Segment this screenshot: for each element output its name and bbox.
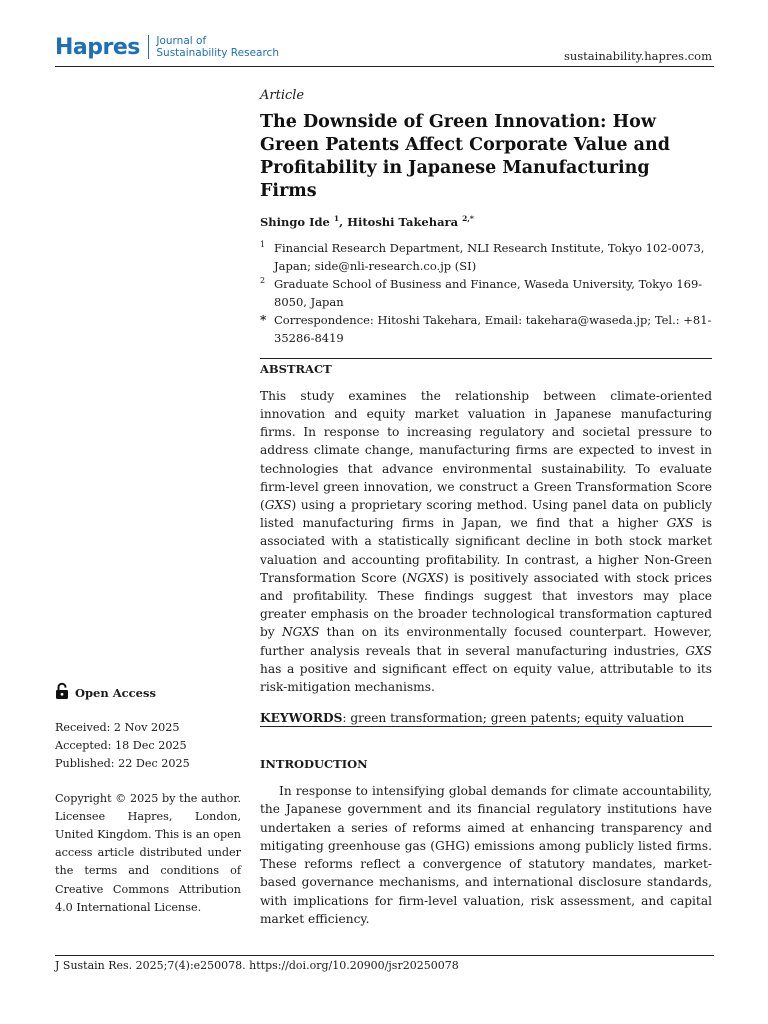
abstract-term-gxs: GXS	[666, 516, 694, 531]
page-header	[55, 30, 714, 67]
license-statement: Copyright © 2025 by the author. Licensee Hapres, London, United Kingdom. This is an open access article distributed under the terms and conditions of Creative Commons Attribution 4.0 International License.	[55, 791, 241, 914]
article-sidebar	[55, 684, 241, 917]
keywords-text: : green transformation; green patents; equity valuation	[342, 711, 685, 726]
open-access-badge[interactable]	[55, 684, 241, 702]
journal-name-line1: Journal of	[156, 35, 207, 47]
abstract-text	[260, 387, 712, 696]
citation-footer[interactable]: J Sustain Res. 2025;7(4):e250078. https://doi.org/10.20900/jsr20250078	[55, 955, 714, 972]
author-affil-mark: 2,*	[462, 214, 474, 223]
publisher-logo[interactable]	[55, 34, 279, 60]
abstract-term-ngxs: NGXS	[406, 570, 445, 585]
author-list	[260, 214, 712, 229]
correspondence-mark: *	[260, 312, 267, 327]
abstract-term-gxs: GXS	[264, 498, 292, 513]
correspondence-item	[260, 311, 712, 347]
logo-divider	[148, 35, 150, 59]
author-name: Hitoshi Takehara	[347, 214, 459, 229]
keywords	[260, 711, 712, 727]
accepted-date: Accepted: 18 Dec 2025	[55, 739, 187, 753]
abstract-term-ngxs: NGXS	[281, 625, 320, 640]
correspondence-text: Correspondence: Hitoshi Takehara, Email: takehara@waseda.jp; Tel.: +81-35286-8419	[274, 312, 712, 345]
received-date: Received: 2 Nov 2025	[55, 721, 180, 734]
abstract-segment: is associated with a statistically significant decline in both stock market valuation and accounting profitability. In contrast, a higher Non-Green Transformation Score (	[260, 516, 712, 585]
author-name: Shingo Ide	[260, 214, 330, 229]
publication-dates	[55, 719, 241, 774]
affiliation-item	[260, 239, 712, 275]
keywords-label: KEYWORDS	[260, 711, 343, 726]
affiliation-text: Financial Research Department, NLI Research Institute, Tokyo 102-0073, Japan; side@nli-research.co.jp (SI)	[274, 240, 705, 273]
journal-name	[156, 35, 279, 59]
affiliation-mark: 2	[260, 275, 266, 285]
abstract-segment: This study examines the relationship between climate-oriented innovation and equity market valuation in Japanese manufacturing firms. In response to increasing regulatory and societal pressure to address climate change, manufacturing firms are expected to invest in technologies that advance environmental sustainability. To evaluate firm-level green innovation, we construct a Green Transformation Score (	[260, 388, 712, 513]
abstract-segment: has a positive and significant effect on equity value, attributable to its risk-mitigation mechanisms.	[260, 661, 712, 695]
article-type: Article	[260, 88, 305, 103]
journal-site-link[interactable]: sustainability.hapres.com	[563, 49, 712, 63]
published-date: Published: 22 Dec 2025	[55, 757, 190, 771]
abstract-segment: ) is positively associated with stock prices and profitability. These findings suggest that investors may place greater emphasis on the broader technological transformation captured by	[260, 570, 713, 640]
introduction-heading: INTRODUCTION	[260, 757, 368, 772]
author-affil-mark: 1	[333, 214, 340, 223]
abstract-segment: than on its environmentally focused counterpart. However, further analysis reveals that in several manufacturing industries,	[260, 625, 712, 658]
open-access-label: Open Access	[75, 686, 156, 700]
main-column	[260, 88, 712, 928]
open-lock-icon	[55, 682, 69, 700]
journal-name-line2: Sustainability Research	[156, 47, 279, 59]
abstract-heading: ABSTRACT	[260, 358, 712, 376]
affiliation-item	[260, 275, 712, 311]
abstract-segment: ) using a proprietary scoring method. Using panel data on publicly listed manufacturing firms in Japan, we find that a higher	[260, 498, 712, 531]
abstract-term-gxs: GXS	[685, 643, 712, 658]
affiliation-text: Graduate School of Business and Finance, Waseda University, Tokyo 169-8050, Japan	[274, 276, 703, 309]
article-title: The Downside of Green Innovation: How Green Patents Affect Corporate Value and Profitability in Japanese Manufacturing Firms	[260, 112, 670, 201]
logo-wordmark: Hapres	[55, 34, 140, 60]
affiliation-mark: 1	[260, 239, 266, 249]
introduction-paragraph: In response to intensifying global demands for climate accountability, the Japanese government and its financial regulatory institutions have undertaken a series of reforms aimed at enhancing transparency and mitigating greenhouse gas (GHG) emissions among publicly listed firms. These reforms reflect a convergence of statutory mandates, market-based governance mechanisms, and international disclosure standards, with implications for firm-level valuation, risk assessment, and capital market efficiency.	[260, 784, 712, 926]
author-separator: ,	[339, 214, 348, 229]
